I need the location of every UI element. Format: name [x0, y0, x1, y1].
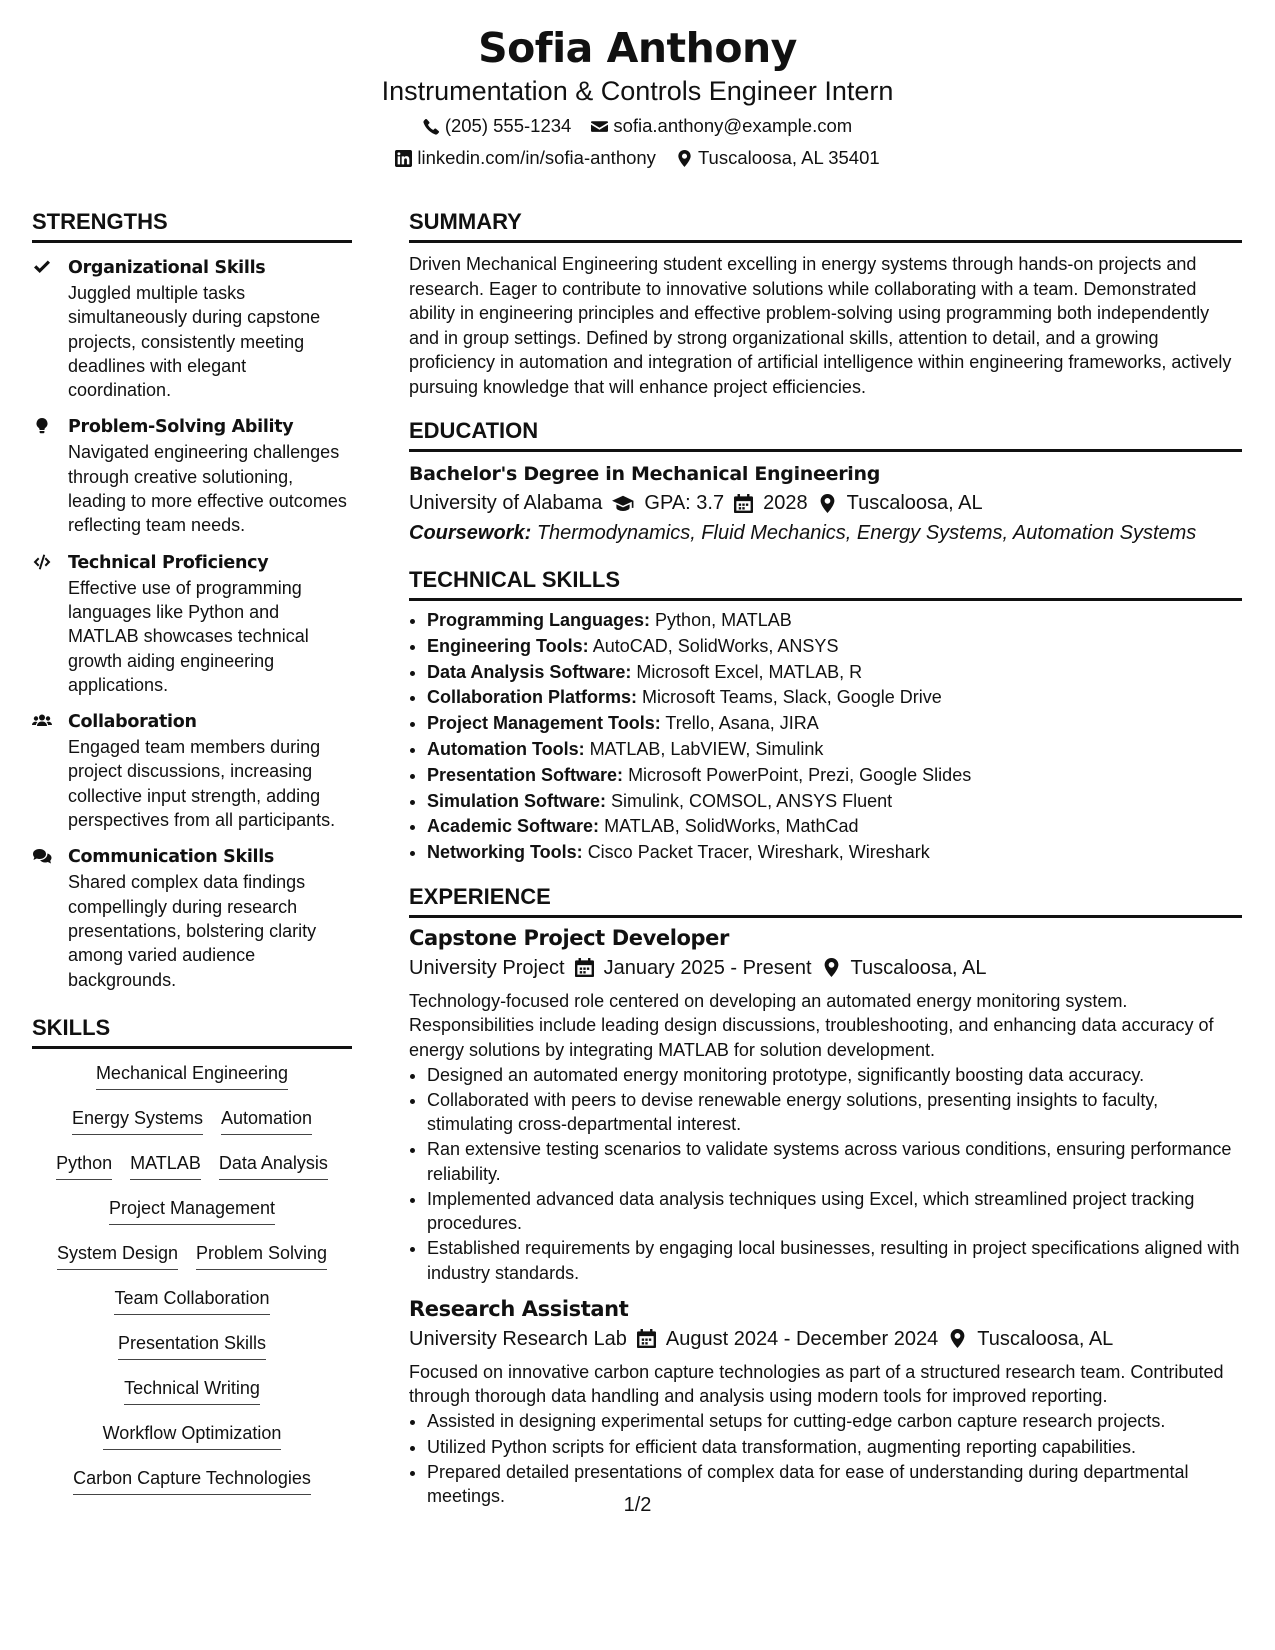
strength-desc: Juggled multiple tasks simultaneously during capstone projects, consistently meeting deadlines with elegant coordination.: [68, 283, 321, 401]
skills-section: [32, 1014, 352, 1511]
skill-tag: Automation: [221, 1106, 312, 1135]
strength-item: [32, 709, 352, 832]
skill-value: Python, MATLAB: [655, 610, 792, 630]
linkedin-icon: [395, 150, 412, 167]
skill-label: Automation Tools:: [427, 738, 585, 759]
resume-header: [0, 22, 1275, 170]
skill-label: Programming Languages:: [427, 610, 651, 630]
right-column: [409, 208, 1242, 1508]
technical-skills-heading: TECHNICAL SKILLS: [409, 566, 1242, 601]
skill-value: Trello, Asana, JIRA: [665, 713, 819, 734]
skill-label: Data Analysis Software:: [427, 661, 632, 682]
strength-desc: Engaged team members during project discussions, increasing collective input strength, adding perspectives from all participants.: [68, 737, 336, 831]
skill-tag: System Design: [57, 1241, 178, 1270]
linkedin-text[interactable]: linkedin.com/in/sofia-anthony: [417, 147, 656, 168]
gpa-text: GPA: 3.7: [644, 492, 725, 514]
users-icon: [32, 712, 52, 730]
location-text: Tuscaloosa, AL 35401: [697, 147, 880, 168]
skill-label: Presentation Software:: [427, 764, 624, 785]
map-pin-icon: [818, 494, 837, 513]
map-pin-icon: [948, 1329, 967, 1348]
skill-tag: Python: [56, 1151, 112, 1180]
education-section: [409, 417, 1242, 548]
candidate-title: Instrumentation & Controls Engineer Intern: [381, 76, 894, 106]
job-location: Tuscaloosa, AL: [977, 1327, 1114, 1350]
strength-item: [32, 550, 352, 697]
skill-value: MATLAB, SolidWorks, MathCad: [604, 816, 859, 837]
list-item: [427, 840, 1242, 866]
skill-label: Collaboration Platforms:: [427, 687, 638, 708]
strength-desc: Navigated engineering challenges through creative solutioning, leading to more effective outcomes reflecting team needs.: [68, 442, 347, 536]
job-entry: [409, 923, 1242, 1285]
list-item: [427, 634, 1242, 660]
skill-label: Engineering Tools:: [427, 635, 589, 656]
experience-section: [409, 883, 1242, 1508]
list-item: [427, 685, 1242, 711]
email-contact[interactable]: [591, 114, 852, 138]
technical-skills-list: [409, 608, 1242, 866]
skill-tag: Mechanical Engineering: [96, 1061, 288, 1090]
job-title: Research Assistant: [409, 1296, 629, 1321]
list-item: • Collaborated with peers to devise renewable energy solutions, presenting insights to faculty, stimulating cross-departmental interest.: [427, 1088, 1242, 1137]
list-item: • Utilized Python scripts for efficient data transformation, augmenting reporting capabilities.: [427, 1435, 1242, 1459]
email-text[interactable]: sofia.anthony@example.com: [613, 115, 853, 136]
skills-heading: SKILLS: [32, 1014, 352, 1049]
skill-label: Networking Tools:: [427, 842, 583, 863]
skill-tag: Workflow Optimization: [103, 1421, 282, 1450]
coursework-label: Coursework:: [409, 522, 532, 544]
strength-title: Organizational Skills: [68, 258, 266, 278]
summary-heading: SUMMARY: [409, 208, 1242, 243]
skill-tag: Team Collaboration: [114, 1286, 269, 1315]
job-entry: [409, 1294, 1242, 1508]
skill-tag: MATLAB: [130, 1151, 201, 1180]
list-item: [427, 763, 1242, 789]
job-org: University Project: [409, 956, 565, 979]
list-item: • Established requirements by engaging local businesses, resulting in project specifications aligned with industry standards.: [427, 1236, 1242, 1285]
experience-heading: EXPERIENCE: [409, 883, 1242, 918]
skills-tags: [32, 1061, 352, 1511]
job-meta: [409, 953, 1242, 983]
location-contact: [676, 146, 880, 170]
skill-label: Simulation Software:: [427, 790, 607, 811]
list-item: • Ran extensive testing scenarios to validate systems across various conditions, ensuring performance reliability.: [427, 1137, 1242, 1186]
skill-value: Microsoft PowerPoint, Prezi, Google Slides: [628, 764, 972, 785]
job-meta: [409, 1324, 1242, 1354]
skill-tag: Data Analysis: [219, 1151, 328, 1180]
list-item: • Assisted in designing experimental setups for cutting-edge carbon capture research projects.: [427, 1409, 1242, 1433]
technical-skills-section: [409, 566, 1242, 866]
job-description: Technology-focused role centered on developing an automated energy monitoring system. Responsibilities include leading design discussions, troubleshooting, and enhancing data accuracy of energy solutions by integrating MATLAB for solution development.: [409, 990, 1214, 1060]
skill-value: Microsoft Excel, MATLAB, R: [636, 661, 863, 682]
phone-contact: [423, 114, 572, 138]
list-item: • Prepared detailed presentations of complex data for ease of understanding during departmental meetings.: [427, 1460, 1242, 1509]
strength-item: [32, 414, 352, 537]
left-column: [32, 208, 352, 1511]
list-item: • Designed an automated energy monitoring prototype, significantly boosting data accuracy.: [427, 1063, 1242, 1087]
school-name: University of Alabama: [409, 492, 603, 514]
list-item: [427, 660, 1242, 686]
linkedin-contact[interactable]: [395, 146, 656, 170]
coursework-line: [409, 518, 1242, 548]
skill-tag: Presentation Skills: [118, 1331, 266, 1360]
strength-title: Technical Proficiency: [68, 552, 269, 573]
job-dates: August 2024 - December 2024: [665, 1327, 939, 1350]
education-heading: EDUCATION: [409, 417, 1242, 452]
calendar-icon: [575, 958, 594, 977]
job-org: University Research Lab: [409, 1327, 627, 1350]
phone-icon: [423, 118, 440, 135]
page-indicator: 1/2: [623, 1494, 652, 1516]
graduation-year: 2028: [763, 492, 808, 514]
skill-value: AutoCAD, SolidWorks, ANSYS: [592, 635, 839, 656]
list-item: [427, 814, 1242, 840]
skill-value: MATLAB, LabVIEW, Simulink: [589, 738, 824, 759]
lightbulb-icon: [32, 417, 52, 435]
job-description: Focused on innovative carbon capture technologies as part of a structured research team. Contributed through thorough data handling and analysis using modern tools for improved reporting.: [409, 1361, 1224, 1407]
map-pin-icon: [676, 150, 693, 167]
phone-text: (205) 555-1234: [444, 115, 572, 136]
job-location: Tuscaloosa, AL: [850, 956, 987, 979]
contact-row-2: [0, 146, 1275, 170]
skill-value: Cisco Packet Tracer, Wireshark, Wireshark: [587, 842, 930, 863]
skill-tag: Carbon Capture Technologies: [73, 1466, 311, 1495]
strength-title: Problem-Solving Ability: [68, 417, 294, 438]
job-dates: January 2025 - Present: [603, 956, 812, 979]
envelope-icon: [591, 118, 608, 135]
contact-row-1: [0, 114, 1275, 138]
map-pin-icon: [822, 958, 841, 977]
skill-tag: Energy Systems: [72, 1106, 203, 1135]
job-bullets: [409, 1063, 1242, 1285]
coursework-text: Thermodynamics, Fluid Mechanics, Energy Systems, Automation Systems: [536, 522, 1197, 544]
skill-label: Academic Software:: [427, 816, 600, 837]
skill-tag: Technical Writing: [124, 1376, 260, 1405]
skill-label: Project Management Tools:: [427, 713, 661, 734]
list-item: [427, 737, 1242, 763]
strengths-heading: STRENGTHS: [32, 208, 352, 243]
calendar-icon: [734, 494, 753, 513]
skill-value: Microsoft Teams, Slack, Google Drive: [642, 687, 942, 708]
skill-tag: Problem Solving: [196, 1241, 327, 1270]
calendar-icon: [637, 1329, 656, 1348]
strength-desc: Shared complex data findings compellingly during research presentations, bolstering clarity among varied audience backgrounds.: [68, 872, 317, 990]
strength-item: [32, 255, 352, 402]
school-location: Tuscaloosa, AL: [846, 492, 983, 514]
code-icon: [32, 553, 52, 571]
list-item: [427, 711, 1242, 737]
degree-title: Bachelor's Degree in Mechanical Engineering: [409, 463, 881, 485]
strength-title: Communication Skills: [68, 847, 275, 868]
list-item: [427, 789, 1242, 815]
skill-tag: Project Management: [109, 1196, 275, 1225]
strength-desc: Effective use of programming languages like Python and MATLAB showcases technical growth aiding engineering applications.: [68, 577, 309, 695]
skill-value: Simulink, COMSOL, ANSYS Fluent: [611, 790, 893, 811]
strength-title: Collaboration: [68, 712, 197, 733]
candidate-name: Sofia Anthony: [478, 24, 797, 72]
checkmark-icon: [32, 258, 52, 276]
list-item: [427, 608, 1242, 634]
comments-icon: [32, 847, 52, 865]
education-meta: [409, 488, 1242, 518]
list-item: • Implemented advanced data analysis techniques using Excel, which streamlined project tracking procedures.: [427, 1187, 1242, 1236]
strength-item: [32, 844, 352, 991]
summary-text: Driven Mechanical Engineering student excelling in energy systems through hands-on projects and research. Eager to contribute to innovative solutions while collaborating with a team. Demonstrated ability in engineering principles and effective problem-solving using programming both independently and in group settings. Defined by strong organizational skills, attention to detail, and a growing proficiency in automation and integration of artificial intelligence within engineering frameworks, actively pursuing knowledge that will enhance project efficiencies.: [409, 254, 1232, 397]
graduation-cap-icon: [612, 494, 634, 513]
job-title: Capstone Project Developer: [409, 925, 729, 950]
